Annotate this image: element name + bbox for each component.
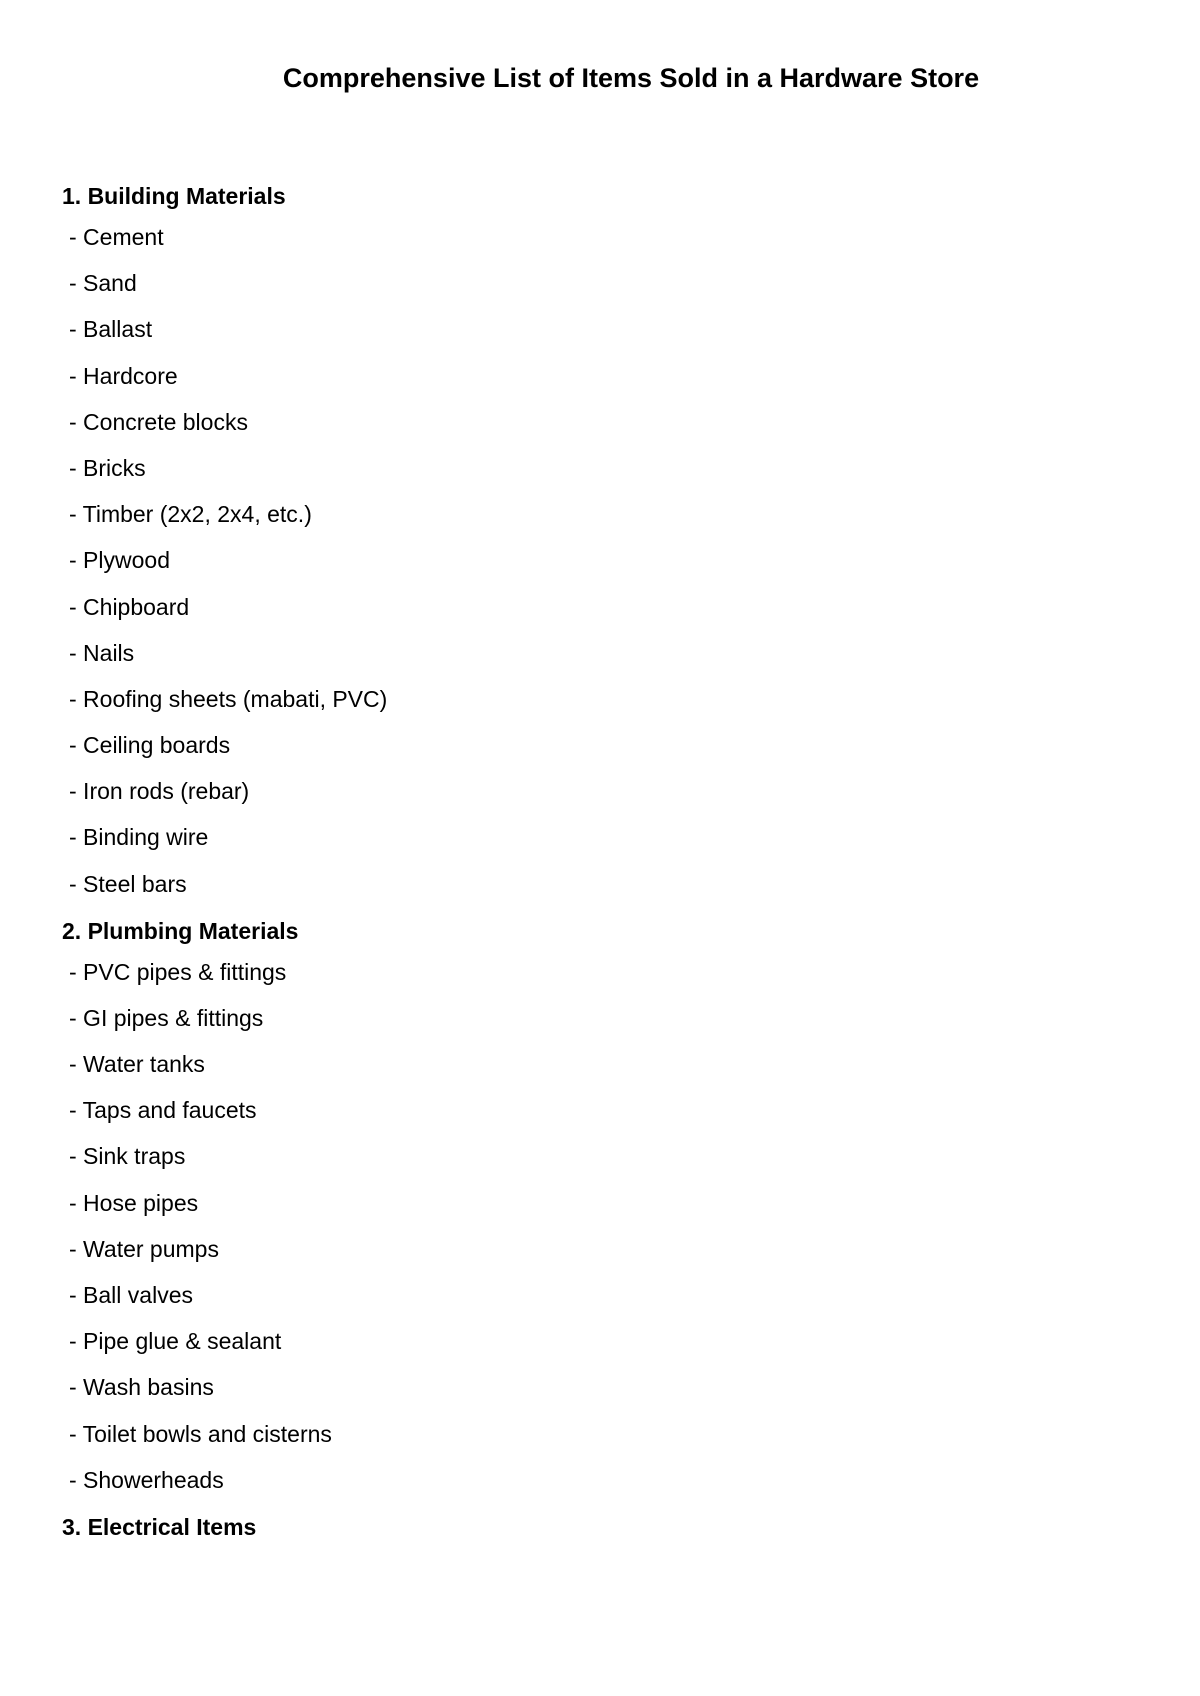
list-item: - Timber (2x2, 2x4, etc.): [69, 501, 312, 528]
list-item: - Toilet bowls and cisterns: [69, 1420, 332, 1447]
list-item: - GI pipes & fittings: [69, 1004, 264, 1031]
section-plumbing-materials: [62, 916, 1062, 1495]
list-item: - Ceiling boards: [69, 732, 231, 759]
item-list: [62, 222, 1062, 899]
list-item: - Binding wire: [69, 824, 209, 851]
list-item: - Water tanks: [69, 1051, 205, 1077]
list-item: - Chipboard: [69, 593, 190, 620]
sections-container: [62, 181, 1062, 1553]
section-heading: 1. Building Materials: [62, 183, 286, 209]
list-item: - Hose pipes: [69, 1189, 199, 1216]
list-item: - Iron rods (rebar): [69, 778, 250, 805]
item-list: [62, 957, 1062, 1495]
list-item: - Ball valves: [69, 1281, 193, 1308]
list-item: - Ballast: [69, 316, 153, 343]
list-item: - Showerheads: [69, 1466, 224, 1493]
list-item: - Roofing sheets (mabati, PVC): [69, 685, 388, 712]
list-item: - Water pumps: [69, 1235, 219, 1262]
list-item: - Nails: [69, 639, 135, 666]
section-building-materials: [62, 181, 1062, 899]
list-item: - PVC pipes & fittings: [69, 958, 287, 985]
document-title: Comprehensive List of Items Sold in a Hardware Store: [282, 63, 980, 93]
list-item: - Concrete blocks: [69, 408, 248, 435]
section-heading: 3. Electrical Items: [62, 1513, 257, 1540]
list-item: - Sink traps: [69, 1143, 186, 1170]
list-item: - Plywood: [69, 547, 170, 574]
list-item: - Bricks: [69, 454, 146, 481]
list-item: - Pipe glue & sealant: [69, 1328, 282, 1355]
list-item: - Cement: [69, 224, 164, 250]
list-item: - Wash basins: [69, 1374, 214, 1401]
list-item: - Sand: [69, 270, 137, 297]
list-item: - Hardcore: [69, 362, 178, 389]
list-item: - Steel bars: [69, 870, 187, 897]
section-electrical-items: [62, 1512, 1062, 1542]
section-heading: 2. Plumbing Materials: [62, 917, 299, 944]
list-item: - Taps and faucets: [69, 1097, 257, 1124]
